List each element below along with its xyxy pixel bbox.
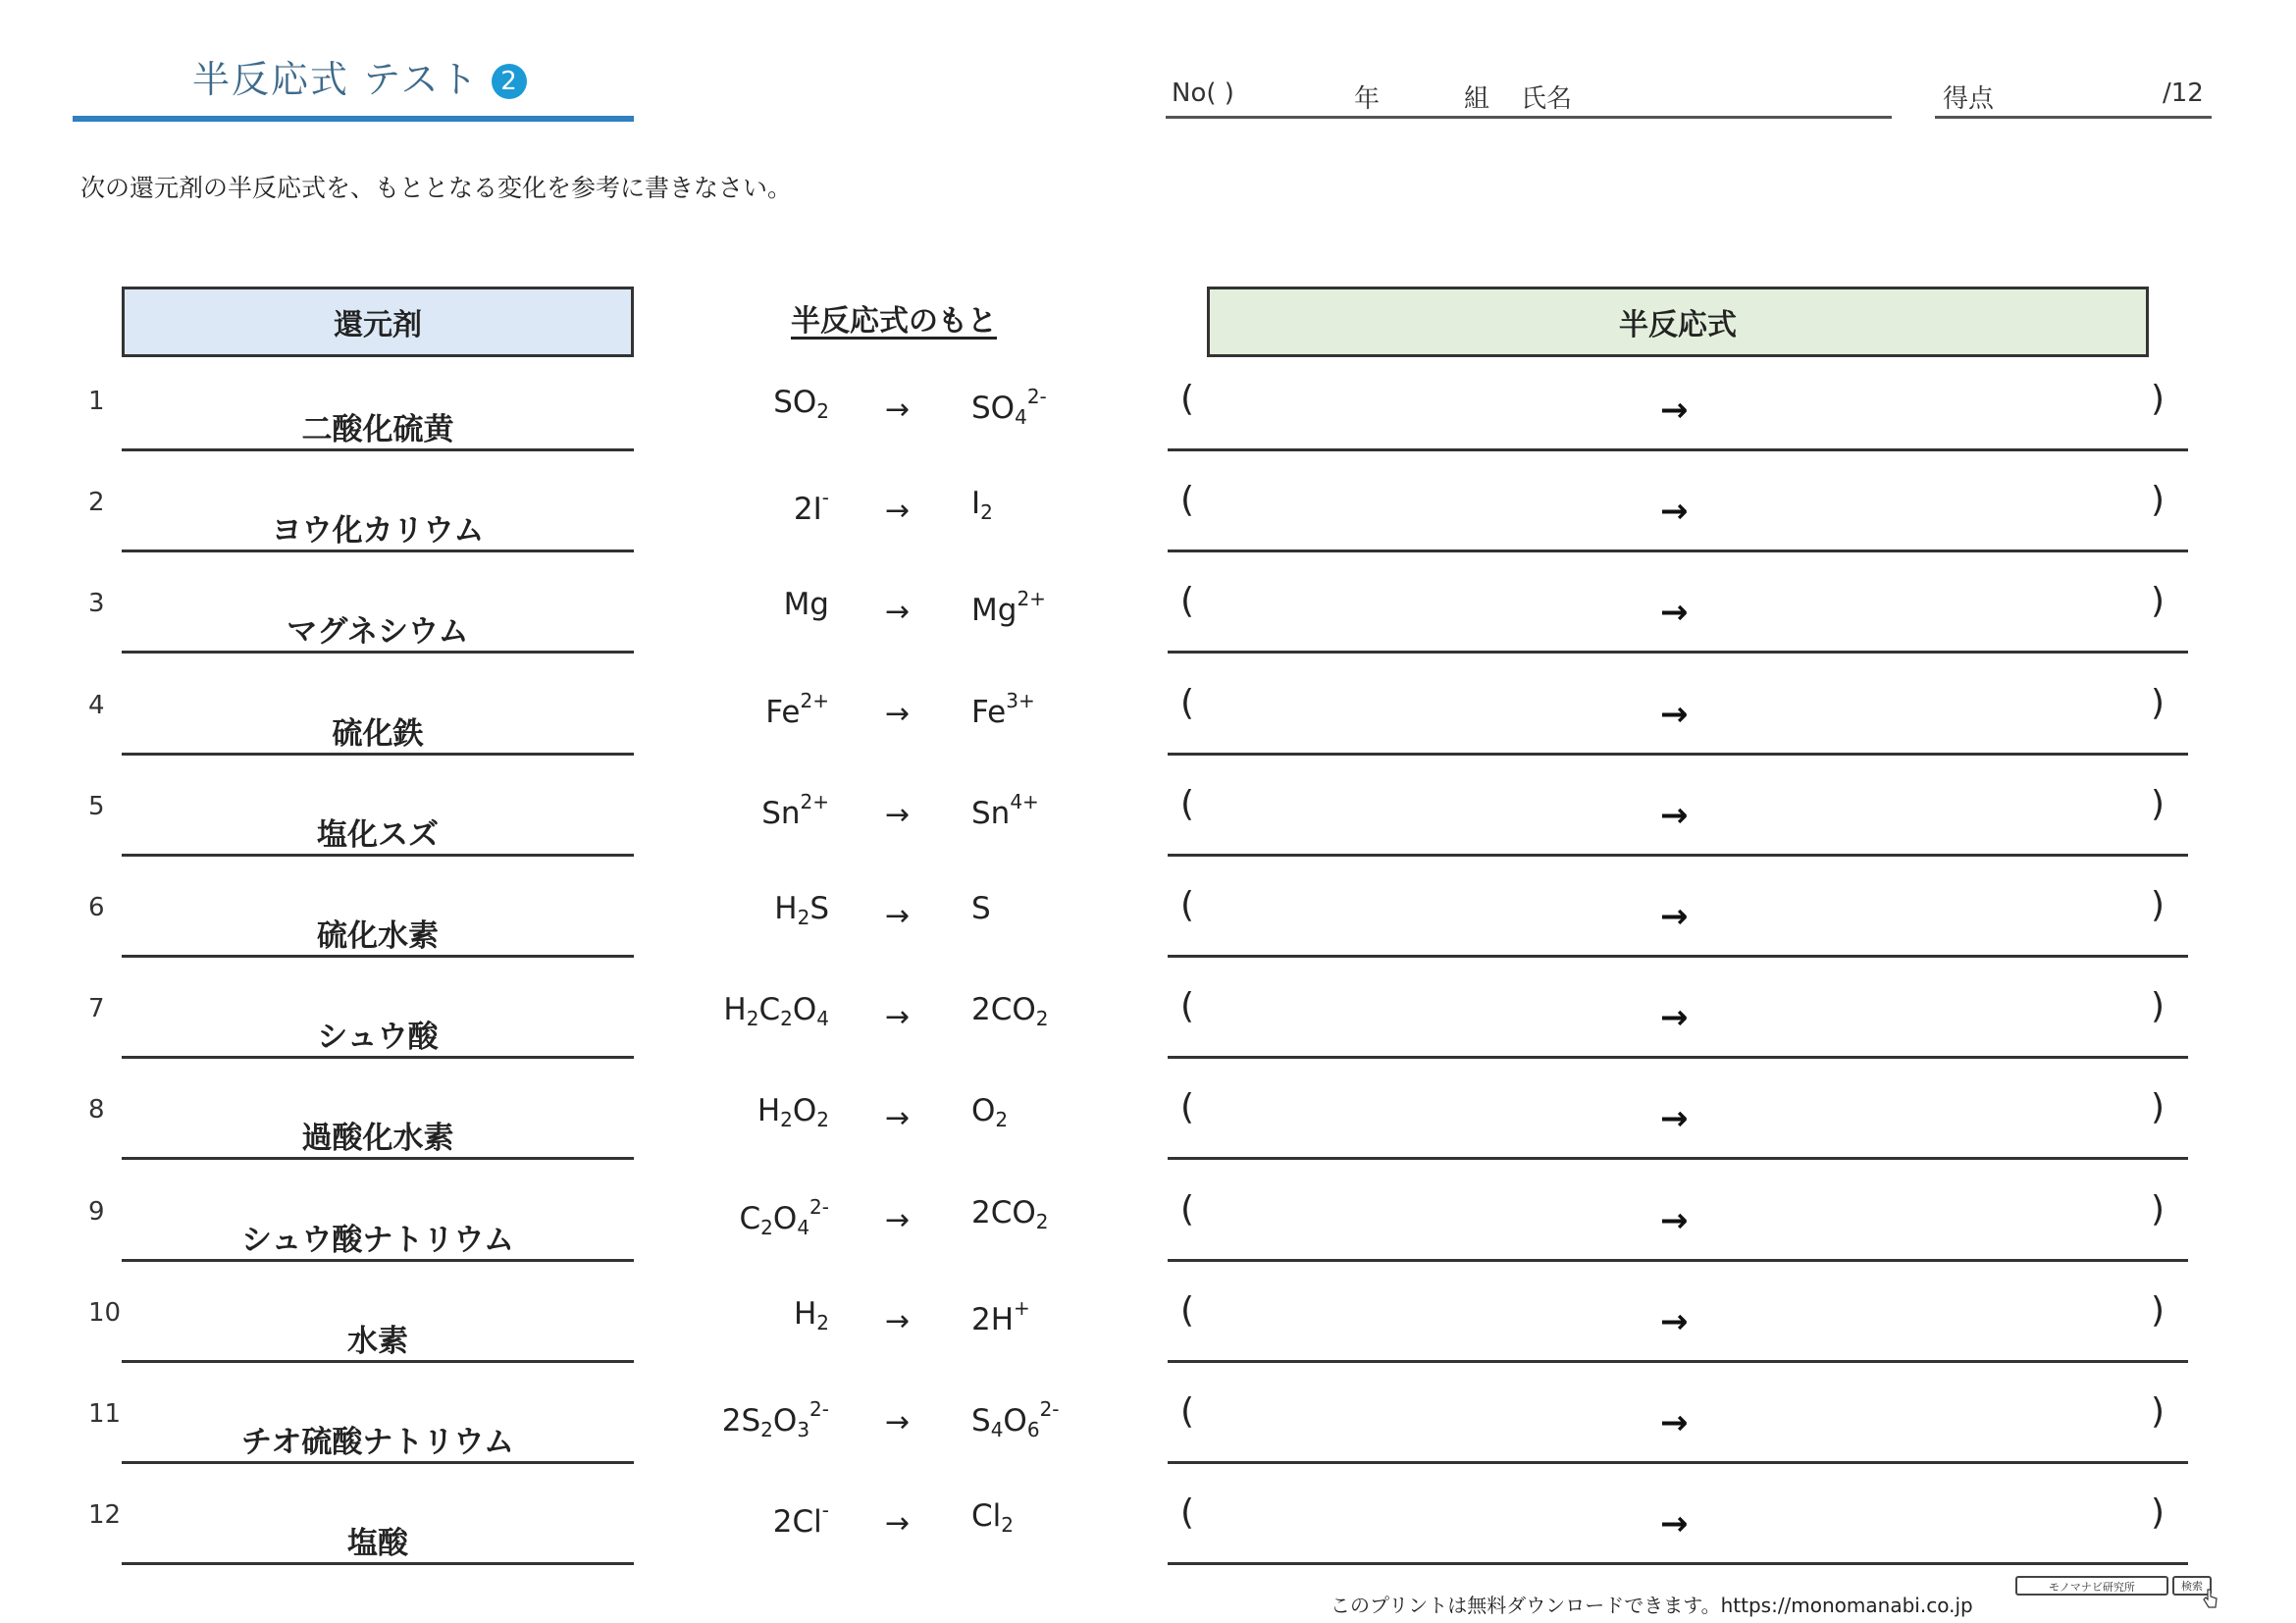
reducer-underline bbox=[122, 854, 634, 857]
question-number: 10 bbox=[88, 1297, 122, 1328]
answer-close-paren: ) bbox=[2151, 480, 2166, 521]
formula-part: 2 bbox=[1035, 1209, 1049, 1233]
reducer-underline bbox=[122, 1259, 634, 1262]
reaction-arrow: → bbox=[885, 494, 911, 529]
answer-arrow: → bbox=[1660, 694, 1689, 734]
answer-arrow: → bbox=[1660, 1200, 1689, 1240]
title-underline bbox=[73, 116, 634, 122]
reactant-formula bbox=[740, 1195, 829, 1239]
formula-part: 2 bbox=[780, 1007, 793, 1031]
answer-field-line[interactable] bbox=[1168, 753, 2188, 756]
answer-open-paren: ( bbox=[1180, 581, 1195, 622]
answer-open-paren: ( bbox=[1180, 1391, 1195, 1432]
formula-part: 2 bbox=[816, 399, 829, 423]
answer-open-paren: ( bbox=[1180, 379, 1195, 419]
formula-part: O bbox=[772, 1403, 798, 1439]
answer-close-paren: ) bbox=[2151, 783, 2166, 824]
question-row bbox=[0, 783, 2296, 887]
score-field-line[interactable] bbox=[1935, 116, 2212, 119]
answer-arrow: → bbox=[1660, 593, 1689, 633]
product-formula bbox=[971, 1397, 1060, 1441]
reducer-name: 水素 bbox=[347, 1323, 408, 1359]
answer-close-paren: ) bbox=[2151, 581, 2166, 622]
formula-part: O bbox=[772, 1200, 798, 1236]
reaction-arrow: → bbox=[885, 393, 911, 427]
answer-arrow: → bbox=[1660, 1301, 1689, 1341]
answer-open-paren: ( bbox=[1180, 783, 1195, 824]
answer-open-paren: ( bbox=[1180, 480, 1195, 521]
answer-arrow: → bbox=[1660, 897, 1689, 936]
reducer-underline bbox=[122, 1360, 634, 1363]
answer-close-paren: ) bbox=[2151, 1087, 2166, 1128]
answer-open-paren: ( bbox=[1180, 682, 1195, 723]
reducer-underline bbox=[122, 1562, 634, 1565]
answer-arrow: → bbox=[1660, 795, 1689, 835]
question-number: 2 bbox=[88, 488, 105, 518]
column-header-equation bbox=[1207, 287, 2149, 357]
answer-close-paren: ) bbox=[2151, 379, 2166, 419]
reducer-name: 硫化水素 bbox=[317, 918, 439, 954]
reactant-formula bbox=[773, 1498, 829, 1540]
answer-close-paren: ) bbox=[2151, 1289, 2166, 1331]
answer-field-line[interactable] bbox=[1168, 955, 2188, 958]
reactant-formula bbox=[794, 1296, 829, 1335]
question-number: 9 bbox=[88, 1196, 105, 1227]
formula-part: 2 bbox=[746, 1007, 759, 1031]
reaction-arrow: → bbox=[885, 1000, 911, 1035]
formula-part: Sn bbox=[971, 795, 1011, 831]
product-formula bbox=[971, 1093, 1008, 1131]
reaction-arrow: → bbox=[885, 1101, 911, 1136]
answer-field-line[interactable] bbox=[1168, 651, 2188, 654]
reactant-formula bbox=[794, 486, 829, 527]
formula-part: I bbox=[971, 486, 981, 522]
formula-part: O bbox=[971, 1093, 996, 1129]
reactant-formula bbox=[757, 1093, 829, 1131]
footer-text: このプリントは無料ダウンロードできます。https://monomanabi.co.jp bbox=[1331, 1594, 1973, 1617]
formula-part: 3+ bbox=[1006, 688, 1035, 712]
question-number: 4 bbox=[88, 690, 105, 720]
formula-part: 4 bbox=[797, 1215, 810, 1239]
answer-arrow: → bbox=[1660, 998, 1689, 1038]
reducer-name: 塩化スズ bbox=[317, 816, 439, 853]
formula-part: C bbox=[739, 1200, 761, 1236]
answer-field-line[interactable] bbox=[1168, 1360, 2188, 1363]
product-formula bbox=[971, 689, 1035, 730]
formula-part: O bbox=[792, 1093, 817, 1129]
formula-part: 2+ bbox=[1017, 587, 1046, 611]
answer-field-line[interactable] bbox=[1168, 854, 2188, 857]
class-label: 組 bbox=[1464, 84, 1490, 114]
answer-close-paren: ) bbox=[2151, 1492, 2166, 1534]
formula-part: SO bbox=[971, 391, 1016, 426]
formula-part: 4+ bbox=[1010, 789, 1039, 813]
score-total: /12 bbox=[2163, 79, 2204, 108]
reducer-underline bbox=[122, 651, 634, 654]
reducer-name: ヨウ化カリウム bbox=[271, 513, 485, 550]
formula-part: S bbox=[971, 1403, 991, 1439]
question-number: 11 bbox=[88, 1399, 122, 1429]
product-formula bbox=[971, 486, 993, 524]
answer-arrow: → bbox=[1660, 1504, 1689, 1544]
product-formula bbox=[971, 891, 991, 926]
formula-part: 2 bbox=[797, 906, 810, 929]
formula-part: 6 bbox=[1026, 1418, 1040, 1441]
formula-part: Mg bbox=[971, 593, 1018, 629]
answer-close-paren: ) bbox=[2151, 885, 2166, 925]
answer-close-paren: ) bbox=[2151, 986, 2166, 1027]
reaction-arrow: → bbox=[885, 696, 911, 731]
reducer-underline bbox=[122, 550, 634, 552]
answer-open-paren: ( bbox=[1180, 1289, 1195, 1331]
question-row bbox=[0, 682, 2296, 786]
formula-part: 2- bbox=[809, 1194, 829, 1219]
answer-field-line[interactable] bbox=[1168, 1461, 2188, 1464]
reaction-arrow: → bbox=[885, 1303, 911, 1338]
pointer-cursor-icon bbox=[2202, 1588, 2219, 1609]
question-number: 8 bbox=[88, 1095, 105, 1126]
formula-part: Fe bbox=[765, 694, 801, 730]
formula-part: 2 bbox=[1035, 1007, 1049, 1031]
page-title-text: 半反応式 テスト bbox=[192, 58, 480, 101]
formula-part: SO bbox=[773, 385, 817, 420]
reducer-name: シュウ酸 bbox=[317, 1020, 439, 1056]
product-formula bbox=[971, 1296, 1030, 1337]
question-number: 12 bbox=[88, 1500, 122, 1531]
score-label: 得点 bbox=[1943, 84, 1995, 114]
reducer-name: チオ硫酸ナトリウム bbox=[240, 1425, 515, 1460]
product-formula bbox=[971, 1498, 1014, 1537]
reactant-formula bbox=[723, 992, 829, 1030]
reducer-name: 硫化鉄 bbox=[332, 715, 424, 752]
formula-part: 2- bbox=[1026, 385, 1047, 408]
formula-part: 3 bbox=[797, 1418, 810, 1441]
question-row bbox=[0, 482, 2296, 583]
reaction-arrow: → bbox=[885, 797, 911, 832]
formula-part: H bbox=[757, 1093, 781, 1129]
formula-part: 4 bbox=[1015, 405, 1027, 429]
footer-search-button[interactable]: 検索 bbox=[2172, 1576, 2212, 1596]
question-row bbox=[0, 583, 2296, 684]
reducer-name: 過酸化水素 bbox=[301, 1121, 454, 1157]
formula-part: 2H bbox=[971, 1301, 1015, 1337]
answer-arrow: → bbox=[1660, 492, 1689, 532]
no-label: No( ) bbox=[1172, 79, 1234, 108]
product-formula bbox=[971, 1195, 1049, 1233]
formula-part: 2 bbox=[760, 1418, 773, 1441]
column-header-equation-label: 半反応式 bbox=[1619, 308, 1737, 342]
column-header-reducer bbox=[122, 287, 634, 357]
answer-close-paren: ) bbox=[2151, 1391, 2166, 1432]
year-label: 年 bbox=[1354, 84, 1381, 114]
question-row bbox=[0, 1289, 2296, 1393]
product-formula bbox=[971, 587, 1046, 628]
product-formula bbox=[971, 992, 1049, 1030]
formula-part: 2 bbox=[760, 1215, 773, 1239]
reaction-arrow: → bbox=[885, 1202, 911, 1237]
formula-part: O bbox=[792, 992, 817, 1028]
answer-close-paren: ) bbox=[2151, 1188, 2166, 1230]
column-header-reducer-label: 還元剤 bbox=[334, 308, 422, 342]
formula-part: O bbox=[1003, 1403, 1027, 1439]
formula-part: 2- bbox=[1039, 1397, 1060, 1421]
instruction-text: 次の還元剤の半反応式を、もととなる変化を参考に書きなさい。 bbox=[80, 174, 793, 202]
answer-close-paren: ) bbox=[2151, 682, 2166, 723]
reducer-name: シュウ酸ナトリウム bbox=[240, 1222, 515, 1258]
page-title bbox=[192, 49, 527, 103]
question-number: 6 bbox=[88, 893, 105, 922]
question-row bbox=[0, 1188, 2296, 1292]
formula-part: 2 bbox=[780, 1108, 793, 1132]
answer-open-paren: ( bbox=[1180, 986, 1195, 1027]
formula-part: Sn bbox=[761, 795, 801, 831]
formula-part: - bbox=[821, 486, 829, 510]
answer-arrow: → bbox=[1660, 391, 1689, 430]
question-row bbox=[0, 988, 2296, 1089]
question-row bbox=[0, 381, 2296, 482]
formula-part: 2I bbox=[793, 492, 822, 528]
formula-part: H bbox=[774, 891, 798, 926]
formula-part: S bbox=[971, 891, 991, 926]
answer-open-paren: ( bbox=[1180, 1188, 1195, 1230]
question-row bbox=[0, 1494, 2296, 1596]
formula-part: 2 bbox=[995, 1108, 1009, 1132]
formula-part: 4 bbox=[990, 1418, 1004, 1441]
reducer-underline bbox=[122, 448, 634, 451]
formula-part: 2Cl bbox=[772, 1504, 822, 1541]
reducer-underline bbox=[122, 1461, 634, 1464]
footer-logo: モノマナビ研究所 bbox=[2015, 1576, 2168, 1596]
formula-part: 2 bbox=[1001, 1513, 1014, 1538]
answer-open-paren: ( bbox=[1180, 885, 1195, 925]
formula-part: 2 bbox=[816, 1310, 829, 1335]
formula-part: Mg bbox=[783, 587, 829, 623]
formula-part: 2S bbox=[721, 1403, 761, 1439]
reactant-formula bbox=[784, 587, 829, 622]
reducer-name: マグネシウム bbox=[287, 614, 469, 651]
answer-field-line[interactable] bbox=[1168, 448, 2188, 451]
formula-part: + bbox=[1014, 1295, 1030, 1320]
answer-field-line[interactable] bbox=[1168, 1259, 2188, 1262]
answer-field-line[interactable] bbox=[1168, 1562, 2188, 1565]
answer-field-line[interactable] bbox=[1168, 550, 2188, 552]
answer-field-line[interactable] bbox=[1168, 1157, 2188, 1160]
reducer-underline bbox=[122, 955, 634, 958]
reaction-arrow: → bbox=[885, 1405, 911, 1440]
formula-part: 2+ bbox=[800, 688, 829, 712]
reactant-formula bbox=[773, 385, 829, 423]
formula-part: - bbox=[821, 1498, 829, 1523]
formula-part: 2 bbox=[980, 500, 993, 525]
question-number: 1 bbox=[88, 387, 105, 416]
answer-open-paren: ( bbox=[1180, 1492, 1195, 1534]
test-number-badge: 2 bbox=[492, 64, 527, 99]
reducer-name: 塩酸 bbox=[347, 1526, 408, 1562]
reactant-formula bbox=[765, 689, 829, 730]
formula-part: 2- bbox=[809, 1397, 829, 1421]
question-row bbox=[0, 1393, 2296, 1494]
reaction-arrow: → bbox=[885, 595, 911, 630]
reaction-arrow: → bbox=[885, 1506, 911, 1542]
reactant-formula bbox=[722, 1397, 829, 1441]
formula-part: 2 bbox=[816, 1108, 829, 1132]
question-number: 3 bbox=[88, 589, 105, 619]
formula-part: H bbox=[793, 1295, 817, 1332]
reducer-name: 二酸化硫黄 bbox=[301, 412, 454, 447]
answer-arrow: → bbox=[1660, 1099, 1689, 1139]
formula-part: S bbox=[809, 891, 829, 926]
name-label: 氏名 bbox=[1521, 84, 1573, 114]
reducer-underline bbox=[122, 1157, 634, 1160]
formula-part: 2CO bbox=[971, 992, 1036, 1028]
reducer-underline bbox=[122, 753, 634, 756]
formula-part: 4 bbox=[816, 1007, 829, 1031]
reactant-formula bbox=[761, 790, 829, 831]
answer-open-paren: ( bbox=[1180, 1087, 1195, 1128]
formula-part: 2+ bbox=[800, 789, 829, 813]
formula-part: H bbox=[723, 992, 747, 1028]
product-formula bbox=[971, 790, 1039, 831]
formula-part: 2CO bbox=[971, 1194, 1036, 1230]
question-number: 7 bbox=[88, 994, 105, 1024]
reactant-formula bbox=[774, 891, 829, 929]
product-formula bbox=[971, 385, 1047, 429]
reducer-underline bbox=[122, 1056, 634, 1059]
question-row bbox=[0, 1089, 2296, 1190]
formula-part: Cl bbox=[971, 1498, 1002, 1535]
formula-part: C bbox=[758, 992, 781, 1028]
question-number: 5 bbox=[88, 791, 105, 821]
name-field-line[interactable] bbox=[1166, 116, 1892, 119]
formula-part: Fe bbox=[971, 694, 1007, 730]
column-header-basis: 半反応式のもと bbox=[791, 304, 997, 339]
reaction-arrow: → bbox=[885, 899, 911, 933]
question-row bbox=[0, 887, 2296, 988]
answer-arrow: → bbox=[1660, 1403, 1689, 1442]
answer-field-line[interactable] bbox=[1168, 1056, 2188, 1059]
